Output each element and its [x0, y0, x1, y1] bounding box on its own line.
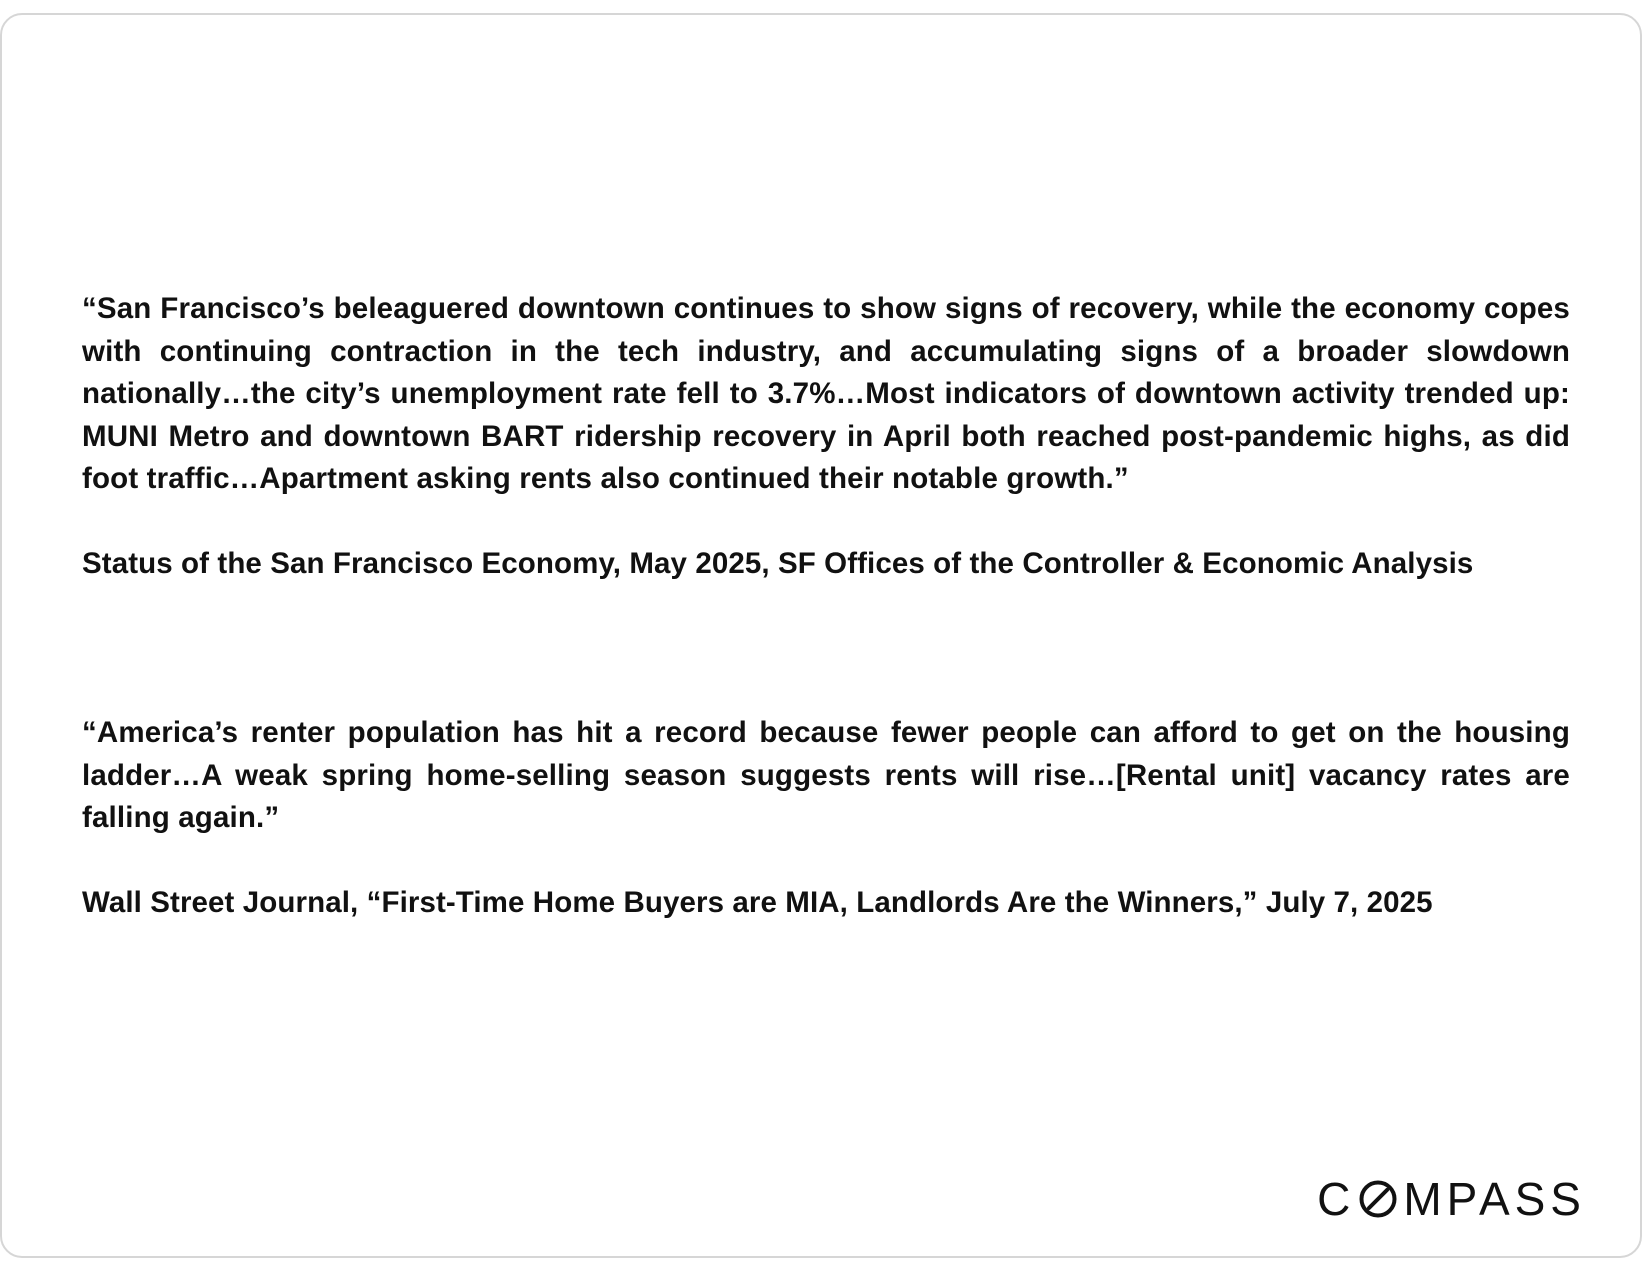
logo-suffix: MPASS [1403, 1173, 1586, 1225]
quote-text: “San Francisco’s beleaguered downtown continues to show signs of recovery, while the economy copes with continuing contraction in the tech industry, and accumulating signs of a broader slowdown nationally…the city’s unemployment rate fell to 3.7%…Most indicators of downtown activity trended up: MUNI Metro and downtown BART ridership recovery in April both reached post-pandemic highs, as did foot traffic…Apartment asking rents also continued their notable growth.” [82, 292, 1570, 495]
compass-logo [1317, 1172, 1586, 1226]
quote-source: Wall Street Journal, “First-Time Home Buyers are MIA, Landlords Are the Winners,” July 7, 2025 [82, 885, 1433, 919]
quote-block-sf-economy [82, 288, 1570, 585]
slide-frame [0, 13, 1642, 1258]
quote-text: “America’s renter population has hit a record because fewer people can afford to get on the housing ladder…A weak spring home-selling season suggests rents will rise…[Rental unit] vacancy rates are falling again.” [82, 716, 1570, 834]
quote-source: Status of the San Francisco Economy, May 2025, SF Offices of the Controller & Economic Analysis [82, 546, 1474, 580]
compass-o-icon [1358, 1179, 1398, 1219]
quote-block-wsj [82, 712, 1570, 924]
logo-prefix: C [1317, 1173, 1356, 1225]
